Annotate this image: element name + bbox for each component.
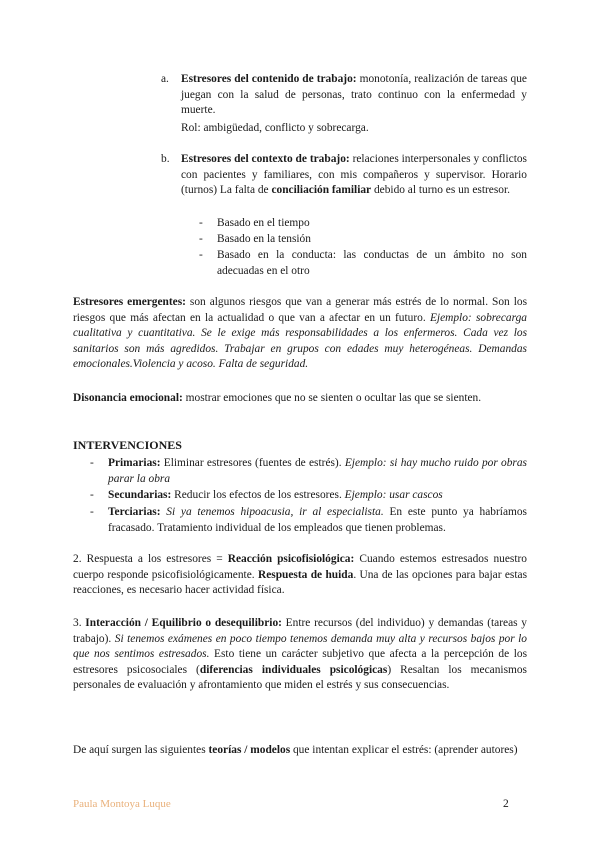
intervention-label: Terciarias: (108, 506, 161, 518)
respuesta-pre: 2. Respuesta a los estresores = (73, 553, 228, 565)
bullet-dash: - (90, 506, 94, 518)
item-b-text: relaciones interpersonales y conflictos con pacientes y familiares, con mis compañeros y supervisor. Horario (turnos) La falta de (181, 153, 527, 197)
teorias-pre: De aquí surgen las siguientes (73, 744, 209, 756)
item-b-title: Estresores del contexto de trabajo: (181, 153, 350, 165)
page-number: 2 (503, 798, 509, 810)
item-a-text: monotonía, realización de tareas que juegan con la salud de personas, trato continuo con la enfermedad y muerte. (181, 73, 527, 117)
respuesta-text-end: . Una de las opciones para bajar estas reacciones, es necesario hacer actividad física. (73, 568, 527, 597)
bullet-dash: - (90, 457, 94, 469)
item-b-text-end: debido al turno es un estresor. (371, 184, 510, 197)
intervention-terciarias (108, 505, 527, 536)
list-marker-a: a. (161, 73, 169, 85)
emergentes-example: Ejemplo: sobrecarga cualitativa y cuantitativa. Se le exige más responsabilidades a los enfermeros. Cada vez los sanitarios son más agredidos. Trabajar en grupos con edades muy heterogéneas. Demandas emocionales.Violencia y acoso. Falta de seguridad. (73, 311, 527, 371)
disonancia-title: Disonancia emocional: (73, 392, 183, 404)
emergentes-title: Estresores emergentes: (73, 296, 186, 308)
intervention-example: Ejemplo: usar cascos (344, 489, 443, 501)
intervention-secundarias (108, 488, 527, 504)
intervention-example: Si ya tenemos hipoacusia, ir al especialista. (166, 506, 384, 518)
intervention-label: Primarias: (108, 457, 161, 469)
disonancia-paragraph (73, 391, 527, 407)
interaccion-bold: Interacción / Equilibrio o desequilibrio: (85, 617, 282, 629)
subitem-dash: - (199, 217, 203, 229)
subitem-dash: - (199, 249, 203, 261)
interaccion-text: Entre recursos (del individuo) y demandas (tareas y trabajo). (73, 617, 528, 645)
footer-author: Paula Montoya Luque (73, 798, 171, 810)
interaccion-text-2: Esto tiene un carácter subjetivo que afecta a la percepción de los estresores psicosociales ( (73, 648, 528, 676)
intervention-after: En este punto ya habríamos fracasado. Tratamiento individual de los empleados que tienen problemas. (108, 506, 527, 534)
respuesta-bold: Reacción psicofisiológica: (227, 553, 355, 565)
intervention-label: Secundarias: (108, 489, 172, 501)
interaccion-text-3: ) Resaltan los mecanismos personales de evaluación y afrontamiento que miden el estrés y sus consecuencias. (73, 663, 527, 692)
intervention-primarias (108, 456, 527, 487)
interaccion-paragraph (73, 616, 527, 694)
respuesta-text: Cuando estemos estresados nuestro cuerpo responde psicofisiológicamente. (73, 553, 527, 581)
teorias-post: que intentan explicar el estrés: (aprender autores) (290, 744, 518, 756)
subitem-conducta: Basado en la conducta: las conductas de un ámbito no son adecuadas en el otro (217, 249, 527, 277)
intervention-example: Ejemplo: si hay mucho ruido por obras parar la obra (108, 457, 527, 485)
interaccion-example: Si tenemos exámenes en poco tiempo tenemos demanda muy alta y recursos bajos por lo que nos sentimos estresados. (73, 632, 527, 661)
intervention-text: Reducir los efectos de los estresores. (171, 489, 345, 501)
subitem-tension: Basado en la tensión (217, 233, 311, 245)
item-a-title: Estresores del contenido de trabajo: (181, 73, 357, 85)
interaccion-pre: 3. (73, 617, 86, 629)
bullet-dash: - (90, 489, 94, 501)
teorias-bold: teorías / modelos (208, 744, 291, 756)
item-b-bold: conciliación familiar (271, 184, 372, 197)
interaccion-bold-2: diferencias individuales psicológicas (199, 663, 388, 676)
subitem-tiempo: Basado en el tiempo (217, 217, 310, 229)
emergentes-paragraph (73, 295, 527, 373)
intervention-text: Eliminar estresores (fuentes de estrés). (160, 457, 345, 469)
respuesta-huida: Respuesta de huida (257, 568, 354, 581)
list-item-b (181, 152, 527, 199)
teorias-paragraph (73, 743, 527, 759)
respuesta-paragraph (73, 552, 527, 599)
list-item-a (181, 72, 527, 119)
list-marker-b: b. (161, 153, 170, 165)
section-heading: INTERVENCIONES (73, 438, 182, 452)
item-a-rol: Rol: ambigüedad, conflicto y sobrecarga. (181, 122, 369, 134)
emergentes-text: son algunos riesgos que van a generar más estrés de lo normal. Son los riesgos que más afectan en la actualidad o que van a afectar en un futuro. (73, 296, 527, 324)
disonancia-text: mostrar emociones que no se sienten o ocultar las que se sienten. (182, 392, 482, 404)
subitem-dash: - (199, 233, 203, 245)
